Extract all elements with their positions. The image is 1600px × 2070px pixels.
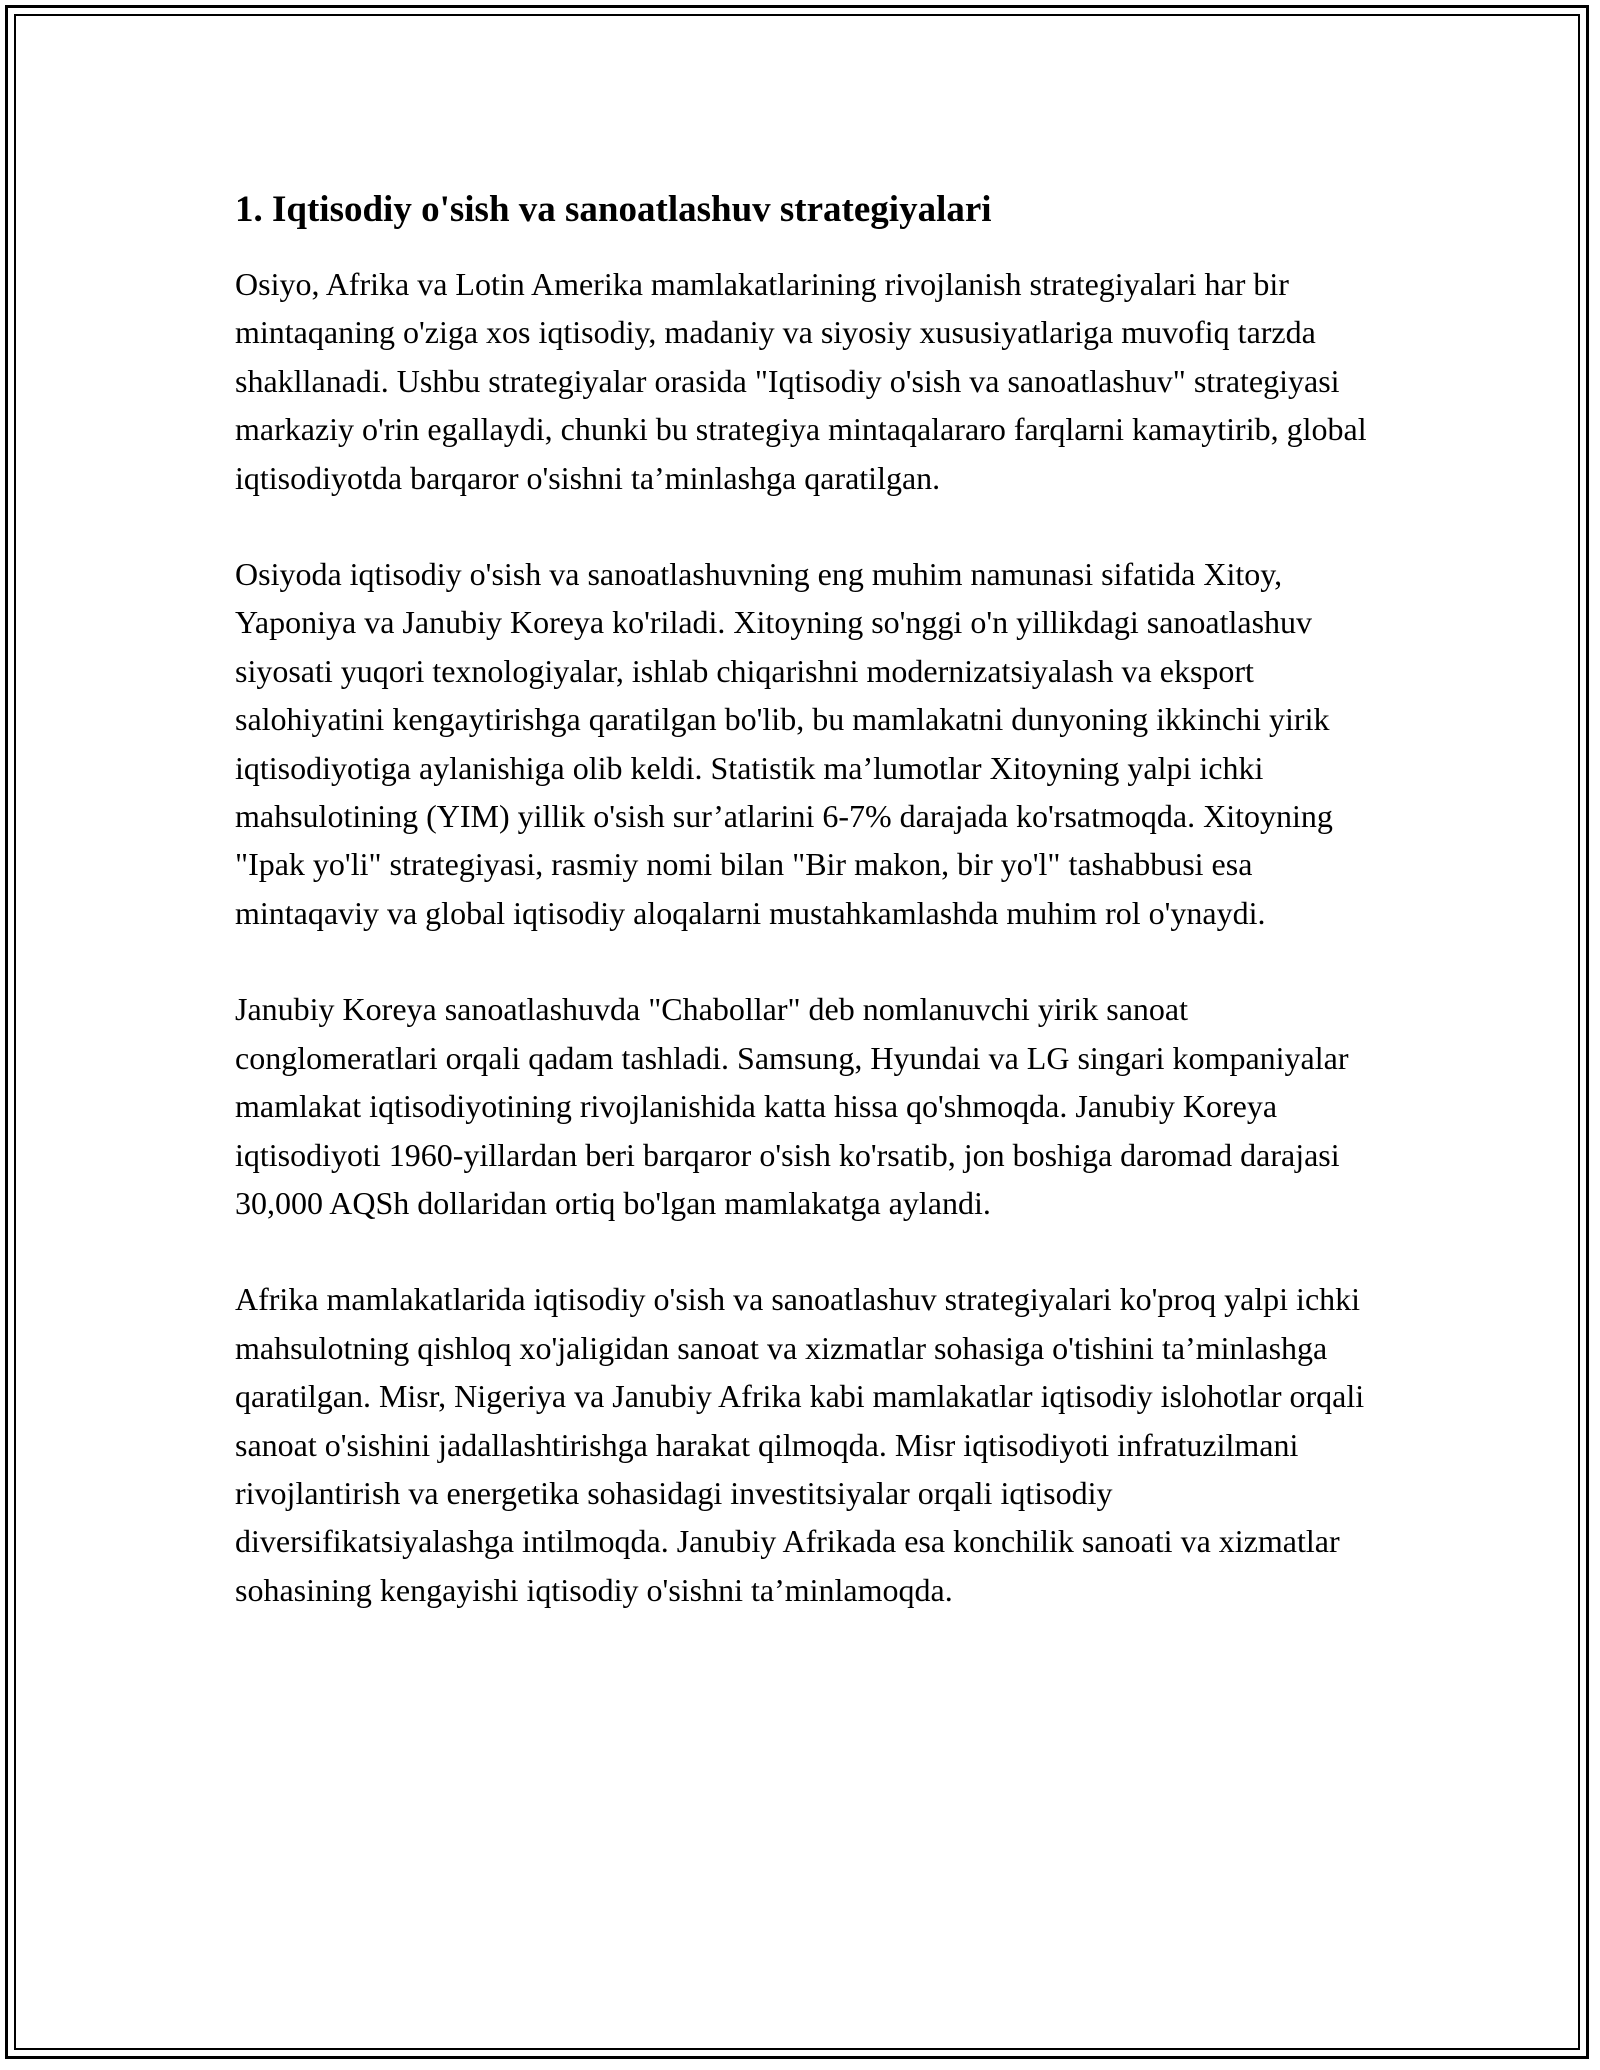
paragraph-south-korea: Janubiy Koreya sanoatlashuvda "Chabollar" deb nomlanuvchi yirik sanoat conglomeratlari orqali qadam tashladi. Samsung, Hyundai va LG singari kompaniyalar mamlakat iqtisodiyotining rivojlanishida katta hissa qo'shmoqda. Janubiy Koreya iqtisodiyoti 1960-yillardan beri barqaror o'sish ko'rsatib, jon boshiga daromad darajasi 30,000 AQSh dollaridan ortiq bo'lgan mamlakatga aylandi. [235,991,1349,1221]
section-heading: 1. Iqtisodiy o'sish va sanoatlashuv strategiyalari [235,189,992,230]
document-body [235,186,1385,1662]
paragraph-asia: Osiyoda iqtisodiy o'sish va sanoatlashuvning eng muhim namunasi sifatida Xitoy, Yaponiya va Janubiy Koreya ko'riladi. Xitoyning so'nggi o'n yillikdagi sanoatlashuv siyosati yuqori texnologiyalar, ishlab chiqarishni modernizatsiyalash va eksport salohiyatini kengaytirishga qaratilgan bo'lib, bu mamlakatni dunyoning ikkinchi yirik iqtisodiyotiga aylanishiga olib keldi. Statistik ma’lumotlar Xitoyning yalpi ichki mahsulotining (YIM) yillik o'sish sur’atlarini 6-7% darajada ko'rsatmoqda. Xitoyning "Ipak yo'li" strategiyasi, rasmiy nomi bilan "Bir makon, bir yo'l" tashabbusi esa mintaqaviy va global iqtisodiy aloqalarni mustahkamlashda muhim rol o'ynaydi. [235,556,1333,931]
paragraph-intro: Osiyo, Afrika va Lotin Amerika mamlakatlarining rivojlanish strategiyalari har bir mintaqaning o'ziga xos iqtisodiy, madaniy va siyosiy xususiyatlariga muvofiq tarzda shakllanadi. Ushbu strategiyalar orasida "Iqtisodiy o'sish va sanoatlashuv" strategiyasi markaziy o'rin egallaydi, chunki bu strategiya mintaqalararo farqlarni kamaytirib, global iqtisodiyotda barqaror o'sishni ta’minlashga qaratilgan. [235,266,1367,496]
paragraph-africa: Afrika mamlakatlarida iqtisodiy o'sish va sanoatlashuv strategiyalari ko'proq yalpi ichki mahsulotning qishloq xo'jaligidan sanoat va xizmatlar sohasiga o'tishini ta’minlashga qaratilgan. Misr, Nigeriya va Janubiy Afrika kabi mamlakatlar iqtisodiy islohotlar orqali sanoat o'sishini jadallashtirishga harakat qilmoqda. Misr iqtisodiyoti infratuzilmani rivojlantirish va energetika sohasidagi investitsiyalar orqali iqtisodiy diversifikatsiyalashga intilmoqda. Janubiy Afrikada esa konchilik sanoati va xizmatlar sohasining kengayishi iqtisodiy o'sishni ta’minlamoqda. [235,1281,1365,1608]
